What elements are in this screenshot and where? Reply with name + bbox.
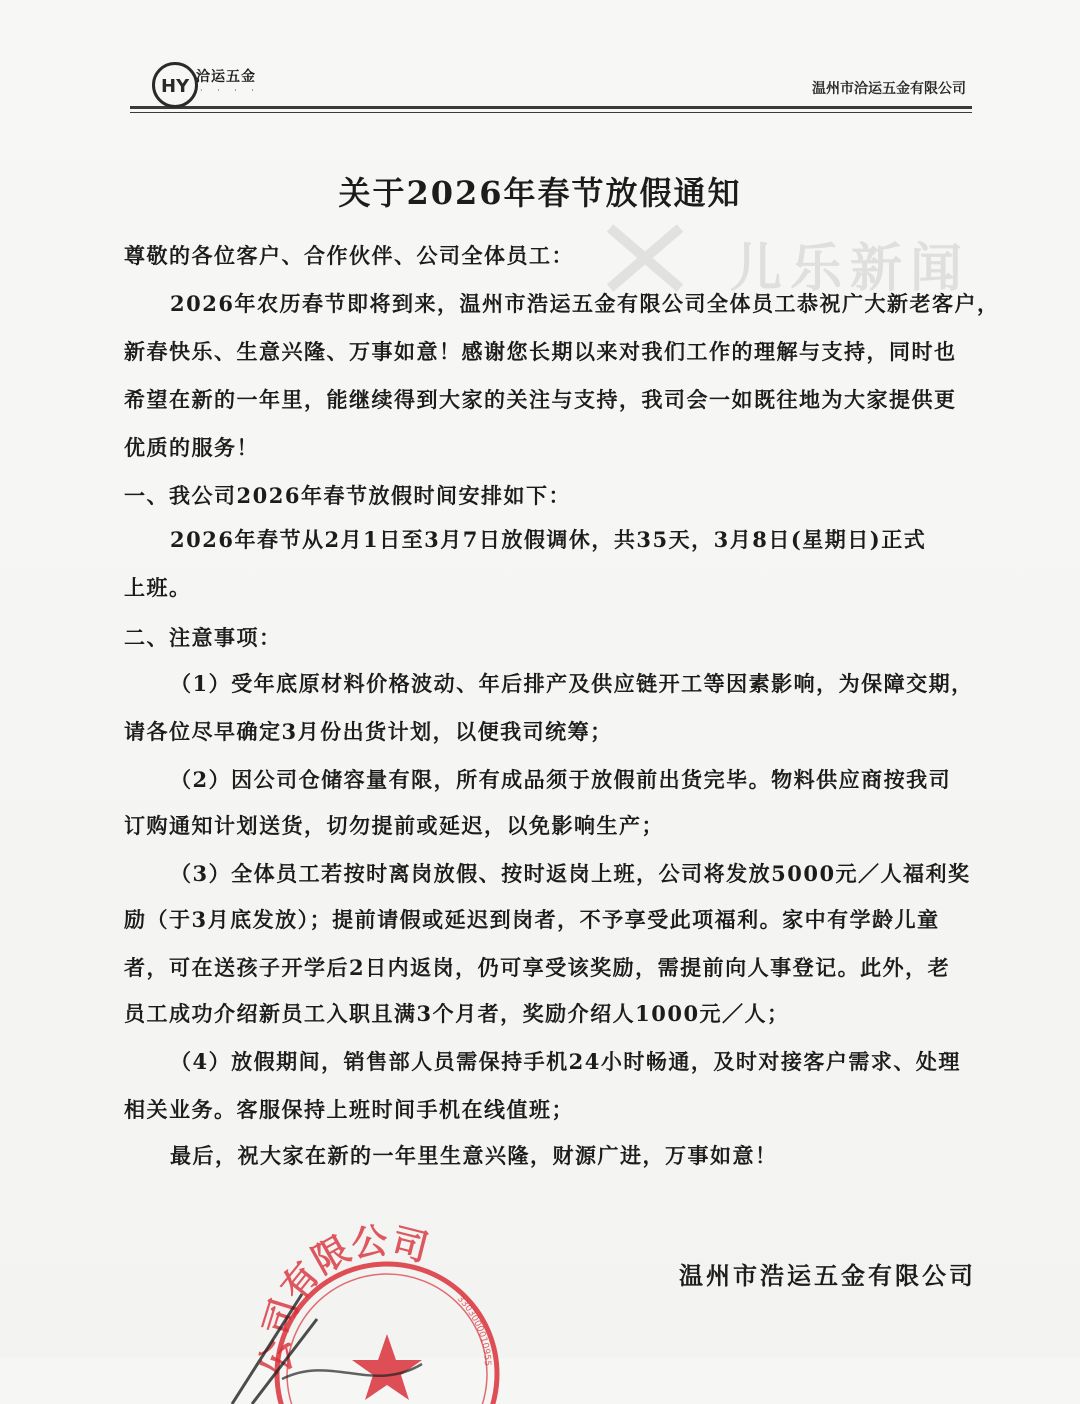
section1-heading: 一、我公司2026年春节放假时间安排如下： <box>124 483 571 508</box>
item3-line: 者，可在送孩子开学后2日内返岗，仍可享受该奖励，需提前向人事登记。此外，老 <box>124 955 951 980</box>
item3-line: 励（于3月底发放）；提前请假或延迟到岗者，不予享受此项福利。家中有学龄儿童 <box>124 907 940 932</box>
signature-company: 温州市浩运五金有限公司 <box>679 1261 976 1290</box>
intro-line: 优质的服务！ <box>124 435 259 460</box>
seal-text: 公司有限公司 <box>254 1219 433 1377</box>
notice-title: 关于2026年春节放假通知 <box>338 174 742 212</box>
intro-line: 希望在新的一年里，能继续得到大家的关注与支持，我司会一如既往地为大家提供更 <box>124 387 957 412</box>
logo-text: 洽运五金 <box>196 69 256 85</box>
watermark-logo-icon <box>600 218 690 298</box>
item4-line: 相关业务。客服保持上班时间手机在线值班； <box>124 1097 574 1122</box>
item3-line: 员工成功介绍新员工入职且满3个月者，奖励介绍人1000元／人； <box>124 1001 790 1026</box>
section2-heading: 二、注意事项： <box>124 625 282 650</box>
watermark-text: 儿乐新闻 <box>730 239 971 299</box>
company-logo-icon <box>152 62 198 108</box>
item1-line: （1）受年底原材料价格波动、年后排产及供应链开工等因素影响，为保障交期， <box>170 671 974 696</box>
item2-line: 订购通知计划送货，切勿提前或延迟，以免影响生产； <box>124 813 664 838</box>
company-seal-icon <box>222 1204 532 1404</box>
intro-line: 2026年农历春节即将到来，温州市浩运五金有限公司全体员工恭祝广大新老客户， <box>170 291 1000 316</box>
salutation: 尊敬的各位客户、合作伙伴、公司全体员工： <box>124 243 574 268</box>
seal-code: 3303000010955 <box>454 1294 492 1367</box>
svg-text:HY: HY <box>161 76 190 97</box>
letterhead <box>130 60 972 109</box>
svg-text:公司有限公司 <box>255 1219 433 1376</box>
intro-line: 新春快乐、生意兴隆、万事如意！感谢您长期以来对我们工作的理解与支持，同时也 <box>124 339 957 364</box>
item1-line: 请各位尽早确定3月份出货计划，以便我司统筹； <box>124 719 613 744</box>
letterhead-company-name: 温州市洽运五金有限公司 <box>812 81 966 97</box>
item2-line: （2）因公司仓储容量有限，所有成品须于放假前出货完毕。物料供应商按我司 <box>170 767 952 792</box>
item3-line: （3）全体员工若按时离岗放假、按时返岗上班，公司将发放5000元／人福利奖 <box>170 861 971 886</box>
section1-line: 上班。 <box>124 575 192 600</box>
item4-line: （4）放假期间，销售部人员需保持手机24小时畅通，及时对接客户需求、处理 <box>170 1049 961 1074</box>
closing-wish: 最后，祝大家在新的一年里生意兴隆，财源广进，万事如意！ <box>170 1143 778 1168</box>
logo-subtext: · · · · <box>200 86 260 95</box>
section1-line: 2026年春节从2月1日至3月7日放假调休，共35天，3月8日(星期日)正式 <box>170 527 927 552</box>
